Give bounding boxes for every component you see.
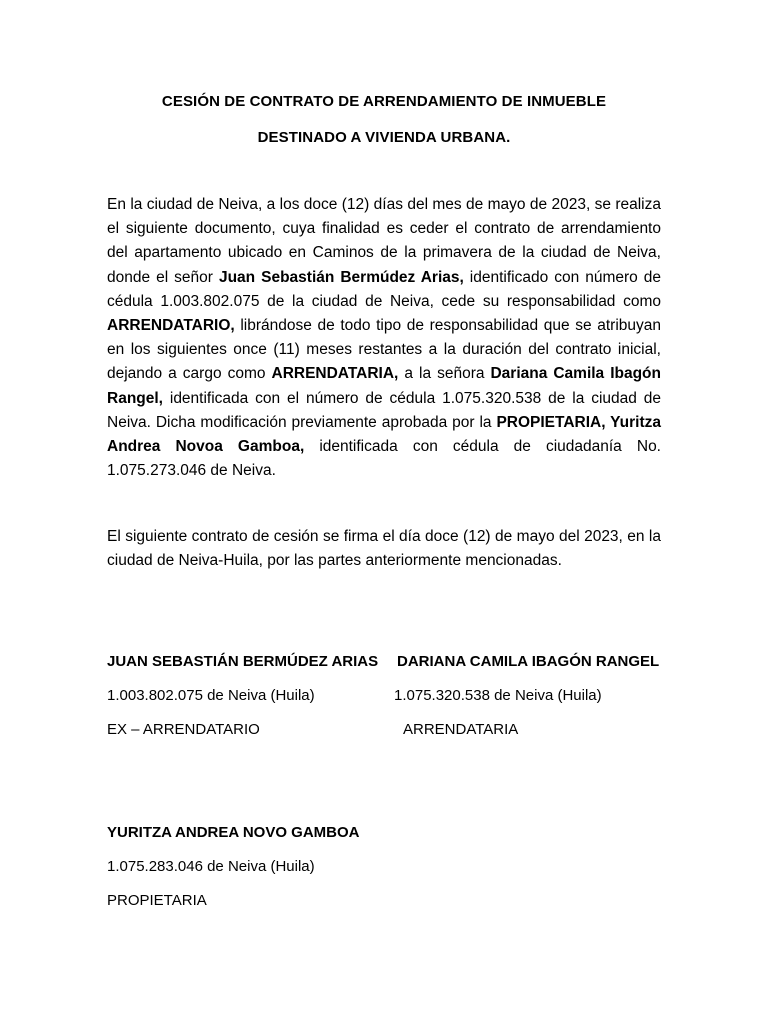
signature-right-id: 1.075.320.538 de Neiva (Huila) — [394, 687, 602, 704]
signature-left-id: 1.003.802.075 de Neiva (Huila) — [107, 687, 315, 704]
paragraph-text: identificado con número de cédula 1.003.802.075 de la ciudad de Neiva, cede su responsabilidad como — [107, 268, 661, 310]
paragraph-text: a la señora — [398, 365, 491, 383]
role-arrendatario-bold: ARRENDATARIO, — [107, 317, 235, 335]
paragraph-text: identificada con cédula de ciudadanía No. 1.075.273.046 de Neiva. — [107, 438, 661, 480]
signature-left-role: EX – ARRENDATARIO — [107, 721, 260, 738]
tenant-name-bold: Juan Sebastián Bermúdez Arias, — [218, 268, 464, 286]
new-tenant-name-bold: Dariana Camila Ibagón Rangel, — [107, 365, 661, 407]
signature-owner-name: YURITZA ANDREA NOVO GAMBOA — [107, 824, 360, 841]
paragraph-text: identificada con el número de cédula 1.075.320.538 de la ciudad de Neiva. Dicha modificación previamente aprobada por la — [107, 389, 661, 431]
body-paragraph-1 — [107, 193, 661, 483]
signature-owner-id: 1.075.283.046 de Neiva (Huila) — [107, 858, 315, 875]
body-paragraph-2: El siguiente contrato de cesión se firma el día doce (12) de mayo del 2023, en la ciudad de Neiva-Huila, por las partes anteriormente mencionadas. — [107, 528, 661, 570]
role-arrendataria-bold: ARRENDATARIA, — [271, 365, 399, 383]
signature-right-role: ARRENDATARIA — [403, 721, 519, 738]
signature-right-name: DARIANA CAMILA IBAGÓN RANGEL — [397, 653, 660, 670]
document-title-line-1: CESIÓN DE CONTRATO DE ARRENDAMIENTO DE INMUEBLE — [161, 93, 607, 110]
document-title-line-2: DESTINADO A VIVIENDA URBANA. — [257, 129, 511, 146]
signature-left-name: JUAN SEBASTIÁN BERMÚDEZ ARIAS — [107, 653, 379, 670]
owner-name-bold: PROPIETARIA, Yuritza Andrea Novoa Gamboa, — [107, 413, 662, 456]
signature-owner-role: PROPIETARIA — [107, 892, 207, 909]
paragraph-text: librándose de todo tipo de responsabilidad que se atribuyan en los siguientes once (11) meses restantes a la duración del contrato inicial, dejando a cargo como — [107, 317, 661, 383]
paragraph-text: En la ciudad de Neiva, a los doce (12) días del mes de mayo de 2023, se realiza el siguiente documento, cuya finalidad es ceder el contrato de arrendamiento del apartamento ubicado en Caminos de la primavera de la ciudad de Neiva, donde el señor — [107, 196, 661, 286]
